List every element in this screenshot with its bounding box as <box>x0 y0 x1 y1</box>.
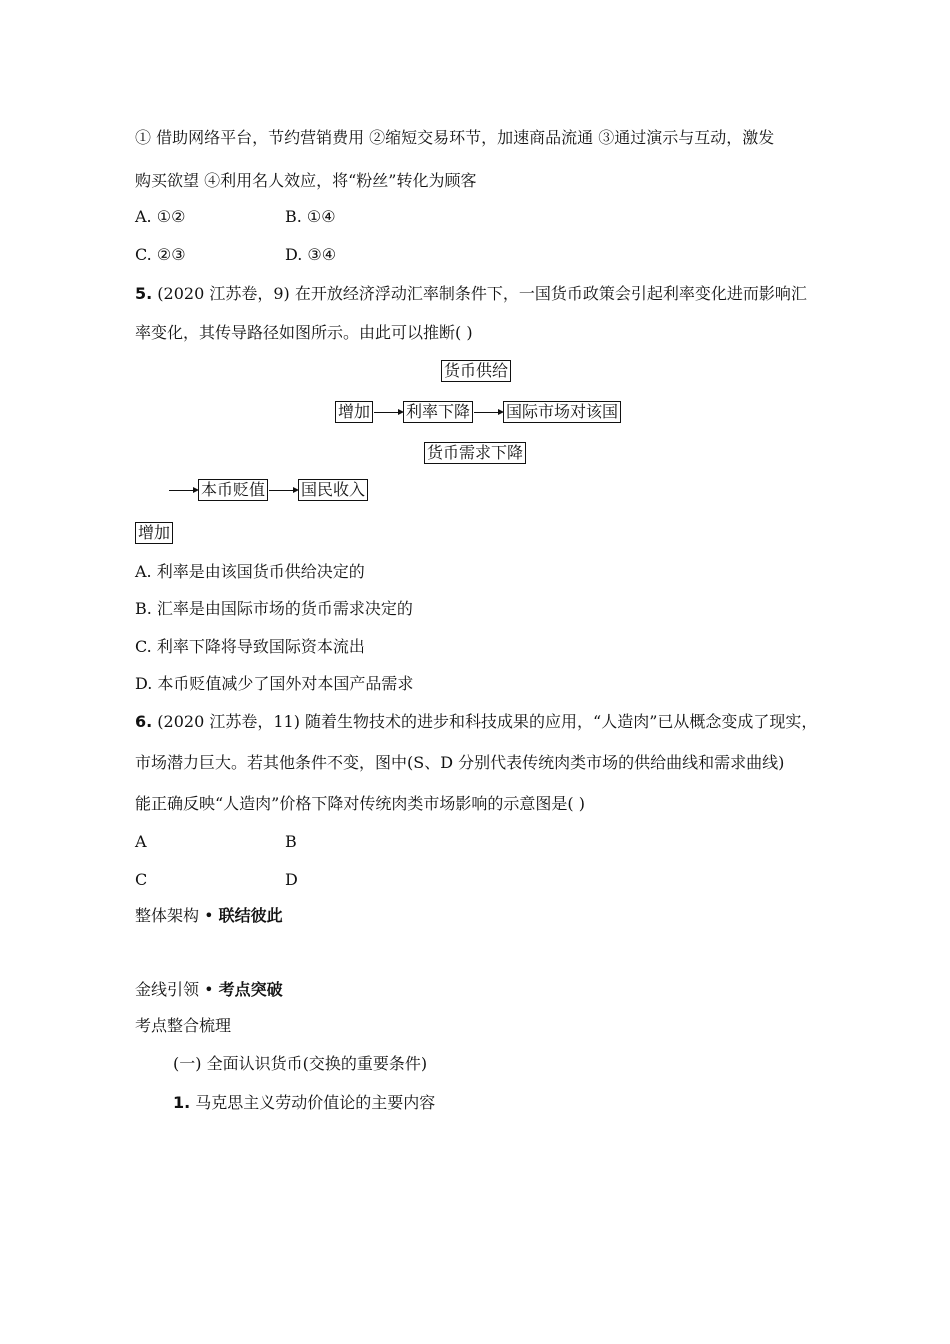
q4-option-b: B. ①④ <box>285 207 336 226</box>
subheading-money: (一) 全面认识货币(交换的重要条件) <box>173 1054 428 1073</box>
q6-stem-line-1 <box>135 711 817 733</box>
q5-option-d: D. 本币贬值减少了国外对本国产品需求 <box>135 674 414 693</box>
q6-stem-text: (2020 江苏卷，11) 随着生物技术的进步和科技成果的应用，“人造肉”已从概念变成了现实， <box>152 712 818 731</box>
flow-box-rate-down: 利率下降 <box>403 401 473 423</box>
q4-option-a: A. ①② <box>135 207 186 226</box>
q5-option-c: C. 利率下降将导致国际资本流出 <box>135 637 365 656</box>
flow-row-5 <box>135 522 173 544</box>
flow-box-increase-2: 增加 <box>135 522 173 544</box>
flow-row-4 <box>168 479 368 501</box>
section-heading-prefix: 整体架构 • <box>135 906 219 925</box>
section-heading-structure <box>135 905 283 927</box>
q5-option-a: A. 利率是由该国货币供给决定的 <box>135 562 365 581</box>
q5-stem-line-1 <box>135 283 807 305</box>
section-heading-prefix: 金线引领 • <box>135 980 219 999</box>
arrow-icon <box>474 412 502 413</box>
flow-box-intl-market: 国际市场对该国 <box>503 401 621 423</box>
subheading-number: 1. <box>173 1093 191 1112</box>
subheading-labor-theory <box>173 1092 435 1114</box>
section-heading-breakthrough <box>135 979 283 1001</box>
flow-box-depreciation: 本币贬值 <box>198 479 268 501</box>
q5-option-b: B. 汇率是由国际市场的货币需求决定的 <box>135 599 413 618</box>
q6-option-c: C <box>135 870 148 889</box>
subheading-text: 马克思主义劳动价值论的主要内容 <box>190 1093 436 1112</box>
arrow-icon <box>374 412 402 413</box>
q6-option-a: A <box>135 832 147 851</box>
flow-box-money-supply: 货币供给 <box>441 360 511 382</box>
section-heading-bold: 考点突破 <box>218 980 283 999</box>
q4-option-d: D. ③④ <box>285 245 337 264</box>
flow-box-national-income: 国民收入 <box>298 479 368 501</box>
q5-stem-text: (2020 江苏卷，9) 在开放经济浮动汇率制条件下，一国货币政策会引起利率变化进而影响汇 <box>152 284 807 303</box>
arrow-icon <box>269 490 297 491</box>
flow-box-demand-down: 货币需求下降 <box>424 442 526 464</box>
flow-row-1 <box>441 360 511 382</box>
section-heading-bold: 联结彼此 <box>218 906 283 925</box>
q4-option-c: C. ②③ <box>135 245 186 264</box>
q4-options-line-1: ① 借助网络平台，节约营销费用 ②缩短交易环节，加速商品流通 ③通过演示与互动，激发 <box>135 128 775 147</box>
flow-row-2 <box>335 401 621 423</box>
q4-options-line-2: 购买欲望 ④利用名人效应，将“粉丝”转化为顾客 <box>135 171 477 190</box>
q5-number: 5. <box>135 284 153 303</box>
flow-box-increase: 增加 <box>335 401 373 423</box>
q5-stem-line-2: 率变化，其传导路径如图所示。由此可以推断( ) <box>135 323 473 342</box>
q6-option-b: B <box>285 832 297 851</box>
subheading-summary: 考点整合梳理 <box>135 1016 232 1035</box>
q6-stem-line-3: 能正确反映“人造肉”价格下降对传统肉类市场影响的示意图是( ) <box>135 794 585 813</box>
q6-number: 6. <box>135 712 153 731</box>
arrow-icon <box>169 490 197 491</box>
flow-row-3 <box>424 442 526 464</box>
q6-stem-line-2: 市场潜力巨大。若其他条件不变，图中(S、D 分别代表传统肉类市场的供给曲线和需求曲线) <box>135 753 785 772</box>
q6-option-d: D <box>285 870 298 889</box>
